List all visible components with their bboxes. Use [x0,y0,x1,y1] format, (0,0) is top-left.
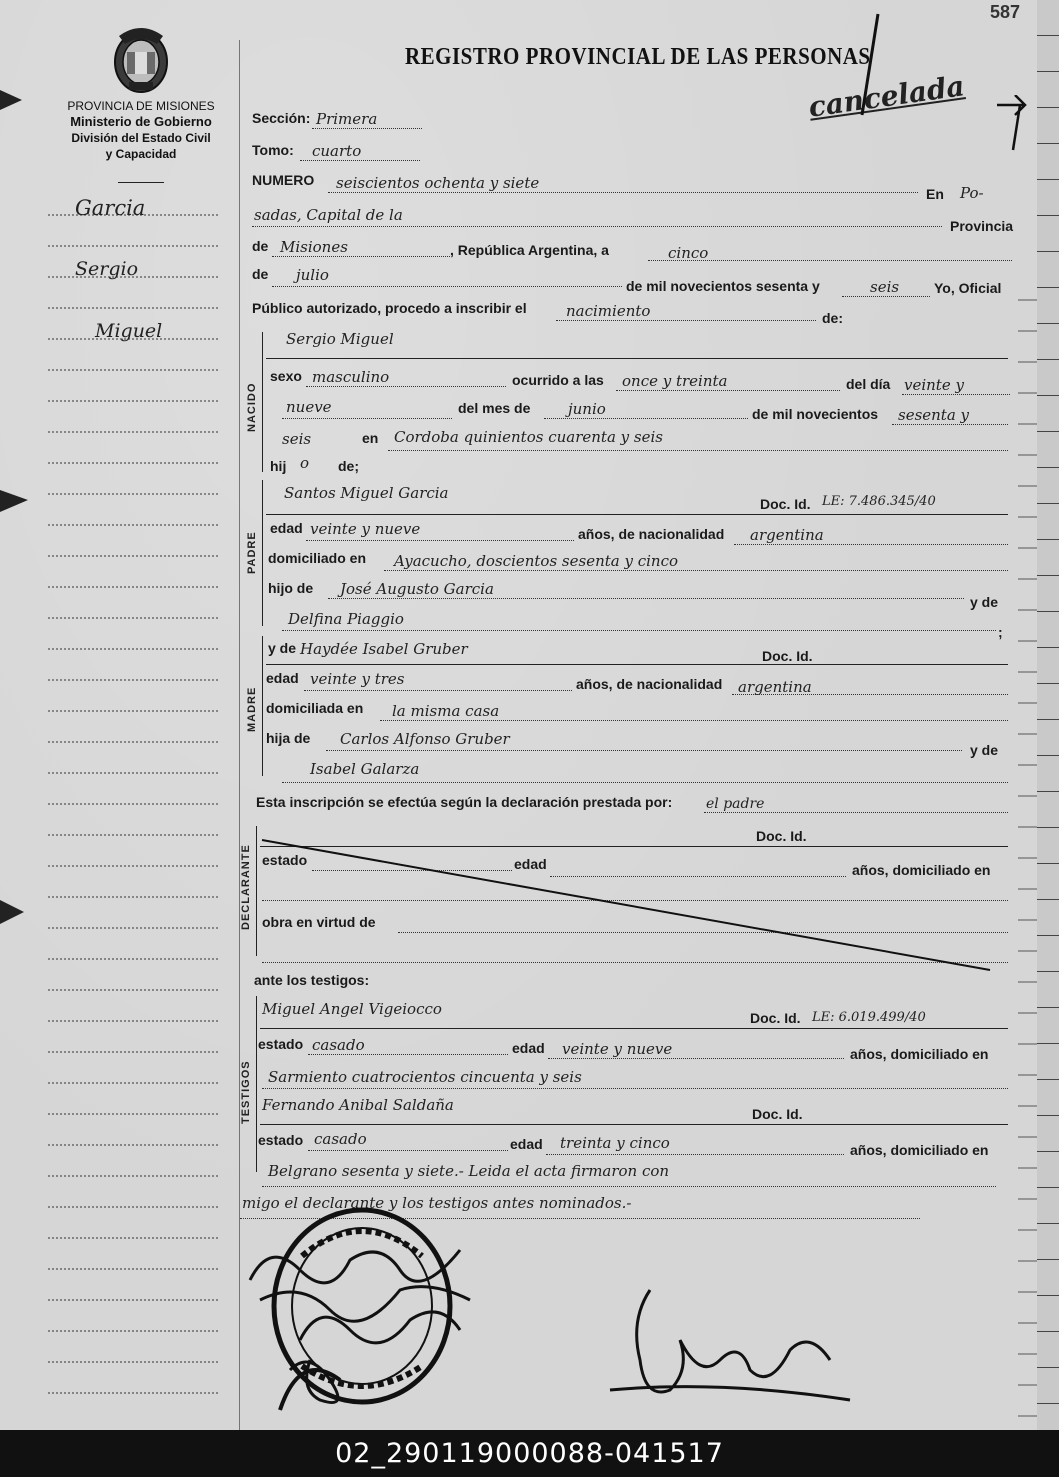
month-value: julio [296,266,329,284]
day-value: cinco [668,244,709,262]
place-dots [252,226,942,227]
witness1-age-dots [548,1058,844,1059]
ocurrido-label: ocurrido a las [512,372,604,388]
ministry-label: Ministerio de Gobierno [70,114,212,129]
annotation-arrow [995,95,1035,155]
mother-parent1-value: Carlos Alfonso Gruber [340,730,510,748]
place-line2-value: sadas, Capital de la [254,206,403,224]
father-nationality-value: argentina [750,526,824,544]
birth-year-cont-value: seis [282,430,312,448]
provincia-label: Provincia [950,218,1014,234]
declarant-doc-label: Doc. Id. [756,828,807,844]
witness1-name-value: Miguel Angel Vigeiocco [262,1000,442,1018]
madre-bracket [262,636,265,776]
sex-value: masculino [312,368,390,386]
act-type-value: nacimiento [566,302,651,320]
hij-suffix-value: o [300,454,310,472]
mother-anios-label: años, de nacionalidad [576,676,723,692]
padre-side-label: PADRE [246,531,258,574]
mother-parent1-dots [326,750,962,751]
mother-edad-label: edad [266,670,299,686]
witness1-estado-dots [308,1054,508,1055]
nacido-side-label: NACIDO [246,382,258,432]
father-dom-label: domiciliado en [268,550,367,566]
child-name-value: Sergio Miguel [286,330,394,348]
mother-doc-label: Doc. Id. [762,648,813,664]
month-dots [272,286,622,287]
yo-oficial-label: Yo, Oficial [934,280,1002,296]
witness1-doc-value: LE: 6.019.499/40 [812,1010,926,1025]
witness2-estado-label: estado [258,1132,304,1148]
birth-month-value: junio [568,400,606,418]
margin-name-2: Miguel [95,320,163,342]
mother-address-value: la misma casa [392,702,500,720]
sexo-dots [306,386,506,387]
margin-name-1: Sergio [75,258,139,280]
seccion-value: Primera [316,110,378,128]
mother-hija-label: hija de [266,730,311,746]
en-label: En [926,186,944,202]
witness2-edad-label: edad [510,1136,543,1152]
issuer-underline [118,182,164,183]
time-value: once y treinta [622,372,728,390]
mother-address-dots [380,720,1008,721]
father-y-de-label: y de [970,594,999,610]
declarante-side-label: DECLARANTE [240,844,252,930]
witness1-name-line [260,1028,1008,1029]
mother-name-line [266,664,1008,665]
declarant-edad-label: edad [514,856,547,872]
witness2-age-value: treinta y cinco [560,1134,670,1152]
witness2-name-line [260,1124,1008,1125]
binding-marks [0,80,30,980]
father-address-value: Ayacucho, doscientos sesenta y cinco [394,552,679,570]
de-label-1: de [252,238,269,254]
mother-parent2-dots [282,782,1008,783]
birth-year-value: sesenta y [898,406,970,424]
father-parent2-dots [282,630,996,631]
del-mes-label: del mes de [458,400,531,416]
mother-name-value: Haydée Isabel Gruber [300,640,468,658]
closing-text-value: migo el declarante y los testigos antes nominados.- [242,1194,632,1212]
witness2-address-dots [262,1186,996,1187]
province-value: Misiones [280,238,348,256]
dia-dots [902,394,1010,395]
issuer-block [30,98,252,162]
act-type-dots [556,320,816,321]
father-parent1-dots [328,598,964,599]
publico-label: Público autorizado, procedo a inscribir el [252,300,527,316]
mother-nationality-value: argentina [738,678,812,696]
day-cont-value: nueve [286,398,332,416]
mother-prefix-label: y de [268,640,297,656]
tomo-value: cuarto [312,142,362,160]
father-doc-label: Doc. Id. [760,496,811,512]
seccion-dots [312,128,422,129]
birth-year-dots [892,424,1008,425]
hij-de-label: de; [338,458,359,474]
father-doc-value: LE: 7.486.345/40 [822,494,936,509]
child-name-line [266,358,1008,359]
witness1-age-value: veinte y nueve [562,1040,673,1058]
father-anios-label: años, de nacionalidad [578,526,725,542]
cancelled-annotation: cancelada [806,69,967,124]
father-edad-label: edad [270,520,303,536]
mother-parent2-value: Isabel Galarza [310,760,420,778]
father-hijo-label: hijo de [268,580,314,596]
del-dia-label: del día [846,376,891,392]
father-name-value: Santos Miguel Garcia [284,484,449,502]
declarante-bracket [256,826,259,956]
testigos-side-label: TESTIGOS [240,1060,252,1124]
witness2-estado-value: casado [314,1130,367,1148]
tomo-dots [300,160,420,161]
day-of-birth-value: veinte y [904,376,964,394]
year-suffix-value: seis [870,278,900,296]
semicolon-label: ; [998,624,1003,640]
declarant-by-dots [704,812,1008,813]
numero-label: NUMERO [252,172,315,188]
witness2-age-dots [546,1154,844,1155]
page-edge [1037,0,1059,1430]
witness1-address-dots [262,1088,1008,1089]
witness2-doc-label: Doc. Id. [752,1106,803,1122]
right-margin-lines [1004,0,1037,1430]
day-cont-dots [282,418,452,419]
witness2-name-value: Fernando Anibal Saldaña [262,1096,454,1114]
birth-place-value: Cordoba quinientos cuarenta y seis [394,428,663,446]
father-address-dots [384,570,1008,571]
scan-id-footer: 02_290119000088-041517 [0,1430,1059,1477]
mother-age-value: veinte y tres [310,670,405,688]
witness1-edad-label: edad [512,1040,545,1056]
father-name-line [266,514,1008,515]
witness2-estado-dots [308,1150,508,1151]
declarant-estado-label: estado [262,852,308,868]
division-label: División del Estado Civil [71,131,211,145]
de-mil-label: de mil novecientos sesenta y [626,278,820,294]
capacity-label: y Capacidad [105,147,177,161]
father-parent1-value: José Augusto Garcia [340,580,494,598]
en-label-2: en [362,430,379,446]
father-nat-dots [734,544,1008,545]
de-colon-label: de: [822,310,843,326]
page-number: 587 [990,2,1021,22]
nacido-bracket [262,332,265,472]
coat-of-arms-emblem [105,22,177,96]
witness2-anios-label: años, domiciliado en [850,1142,989,1158]
witness1-estado-label: estado [258,1036,304,1052]
mother-y-de-label: y de [970,742,999,758]
father-parent2-value: Delfina Piaggio [288,610,404,628]
witness2-address-value: Belgrano sesenta y siete.- Leida el acta firmaron con [268,1162,670,1180]
seccion-label: Sección: [252,110,311,126]
witness-signatures [240,1220,500,1420]
annotation-stroke [850,10,890,120]
obra-label: obra en virtud de [262,914,376,930]
officer-signature [600,1280,860,1430]
declarant-strike-line [260,836,1000,976]
de-label-2: de [252,266,269,282]
mother-age-dots [304,690,572,691]
birth-place-dots [388,450,1008,451]
declarant-by-value: el padre [706,796,765,812]
republica-label: , República Argentina, a [450,242,609,258]
witness1-address-value: Sarmiento cuatrocientos cincuenta y seis [268,1068,582,1086]
de-mil-nov-label: de mil novecientos [752,406,879,422]
witness1-estado-value: casado [312,1036,365,1054]
padre-bracket [262,480,265,626]
witness1-doc-label: Doc. Id. [750,1010,801,1026]
sexo-label: sexo [270,368,302,384]
mother-dom-label: domiciliada en [266,700,364,716]
province-dots [272,256,450,257]
province-label: PROVINCIA DE MISIONES [67,99,215,113]
witness1-anios-label: años, domiciliado en [850,1046,989,1062]
inscripcion-label: Esta inscripción se efectúa según la declaración prestada por: [256,794,673,810]
father-age-dots [306,540,574,541]
tomo-label: Tomo: [252,142,294,158]
father-age-value: veinte y nueve [310,520,421,538]
numero-dots [328,192,918,193]
hij-label: hij [270,458,287,474]
mes-dots [544,418,748,419]
madre-side-label: MADRE [246,686,258,732]
en-place-value: Po- [960,184,984,202]
declarant-anios-label: años, domiciliado en [852,862,991,878]
numero-value: seiscientos ochenta y siete [336,174,540,192]
register-title: REGISTRO PROVINCIAL DE LAS PERSONAS [405,42,871,70]
year-dots [842,296,930,297]
margin-surname: Garcia [75,196,146,220]
time-dots [616,390,840,391]
ante-label: ante los testigos: [254,972,370,988]
